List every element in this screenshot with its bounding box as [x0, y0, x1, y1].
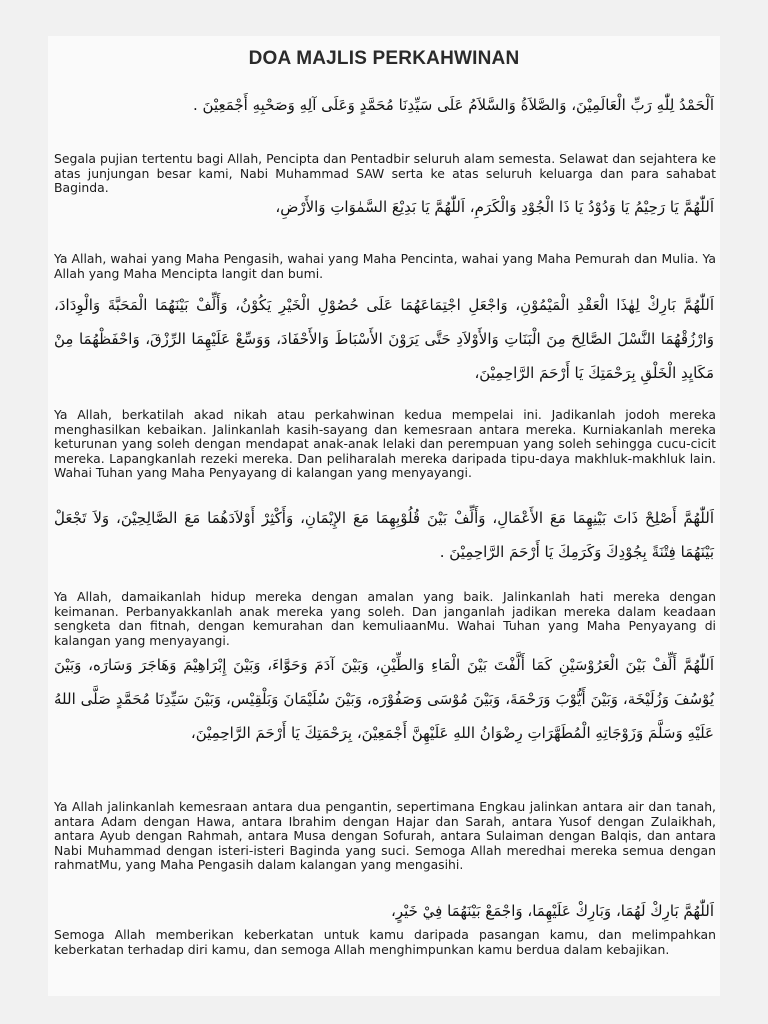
arabic-text-2: اَللّٰهُمَّ يَا رَحِيْمُ يَا وَدُوْدُ يَا ذَا الْجُوْدِ وَالْكَرَمِ، اَللّٰهُمَّ يَا بَدِيْعَ السَّمٰوَاتِ وَالأَرْضِ، [275, 198, 714, 216]
malay-text-6: Semoga Allah memberikan keberkatan untuk kamu daripada pasangan kamu, dan melimpahkan keberkatan terhadap diri kamu, dan semoga Allah menghimpunkan kamu berdua dalam kebajikan. [54, 927, 716, 957]
malay-text-4: Ya Allah, damaikanlah hidup mereka dengan amalan yang baik. Jalinkanlah hati mereka dengan keimanan. Perbanyakkanlah anak mereka yang soleh. Dan janganlah jadikan mereka dalam keadaan sengketa dan fitnah, dengan kemurahan dan kemuliaanMu. Wahai Tuhan yang Maha Penyayang di kalangan yang menyayangi. [54, 589, 716, 648]
arabic-text-3: اَللّٰهُمَّ بَارِكْ لِهٰذَا الْعَقْدِ الْمَيْمُوْنِ، وَاجْعَلِ اجْتِمَاعَهُمَا عَلَى حُصُوْلِ الْخَيْرِ يَكُوْنُ، وَأَلِّفْ بَيْنَهُمَا الْمَحَبَّةَ وَالْوِدَادَ، وَارْزُقْهُمَا النَّسْلَ الصَّالِحَ مِنَ الْبَنَاتِ وَالأَوْلاَدِ حَتَّى يَرَوْنَ الأَسْبَاطَ وَالأَحْفَادَ، وَوَسِّعْ عَلَيْهِمَا الرِّزْقَ، وَاحْفَظْهُمَا مِنْ مَكَايِدِ الْخَلْقِ بِرَحْمَتِكَ يَا أَرْحَمَ الرَّاحِمِيْنَ، [54, 296, 714, 382]
malay-text-5: Ya Allah jalinkanlah kemesraan antara dua pengantin, sepertimana Engkau jalinkan antara air dan tanah, antara Adam dengan Hawa, antara Ibrahim dengan Hajar dan Sarah, antara Yusof dengan Zulaikhah, antara Ayub dengan Rahmah, antara Musa dengan Sofurah, antara Sulaiman dengan Balqis, dan antara Nabi Muhammad dengan isteri-isteri Baginda yang suci. Semoga Allah meredhai mereka semua dengan rahmatMu, yang Maha Pengasih dalam kalangan yang mengasihi. [54, 799, 716, 873]
malay-text-2: Ya Allah, wahai yang Maha Pengasih, wahai yang Maha Pencinta, wahai yang Maha Pemurah dan Mulia. Ya Allah yang Maha Mencipta langit dan bumi. [54, 251, 716, 281]
arabic-text-4: اَللّٰهُمَّ أَصْلِحْ ذَاتَ بَيْنِهِمَا مَعَ الأَعْمَالِ، وَأَلِّفْ بَيْنَ قُلُوْبِهِمَا مَعَ الإِيْمَانِ، وَأَكْثِرْ أَوْلاَدَهُمَا مَعَ الصَّالِحِيْنَ، وَلاَ تَجْعَلْ بَيْنَهُمَا فِتْنَةً بِجُوْدِكَ وَكَرَمِكَ يَا أَرْحَمَ الرَّاحِمِيْنَ . [54, 509, 714, 561]
page-title: DOA MAJLIS PERKAHWINAN [248, 48, 520, 69]
arabic-text-1: اَلْحَمْدُ لِلّٰهِ رَبِّ الْعَالَمِيْنَ، وَالصَّلاَةُ وَالسَّلاَمُ عَلَى سَيِّدِنَا مُحَمَّدٍ وَعَلَى آلِهِ وَصَحْبِهِ أَجْمَعِيْنَ . [193, 96, 714, 114]
arabic-text-5: اَللّٰهُمَّ أَلِّفْ بَيْنَ الْعَرُوْسَيْنِ كَمَا أَلَّفْتَ بَيْنَ الْمَاءِ وَالطِّيْنِ، وَبَيْنَ آدَمَ وَحَوَّاءَ، وَبَيْنَ إِبْرَاهِيْمَ وَهَاجَرَ وَسَارَه، وَبَيْنَ يُوْسُفَ وَزُلَيْخَة، وَبَيْنَ أَيُّوْبَ وَرَحْمَةَ، وَبَيْنَ مُوْسَى وَصَفُوْرَه، وَبَيْنَ سُلَيْمَانَ وَبَلْقِيْس، وَبَيْنَ سَيِّدِنَا مُحَمَّدٍ صَلَّى اللهُ عَلَيْهِ وَسَلَّمَ وَزَوْجَاتِهِ الْمُطَهَّرَاتِ رِضْوَانُ اللهِ عَلَيْهِنَّ أَجْمَعِيْنَ، بِرَحْمَتِكَ يَا أَرْحَمَ الرَّاحِمِيْنَ، [54, 656, 714, 742]
document-page [48, 36, 720, 996]
arabic-text-6: اَللّٰهُمَّ بَارِكْ لَهُمَا، وَبَارِكْ عَلَيْهِمَا، وَاجْمَعْ بَيْنَهُمَا فِيْ خَيْرٍ، [390, 902, 714, 920]
malay-text-3: Ya Allah, berkatilah akad nikah atau perkahwinan kedua mempelai ini. Jadikanlah jodoh mereka menghasilkan kebaikan. Jalinkanlah kasih-sayang dan kemesraan antara mereka. Kurniakanlah mereka keturunan yang soleh dengan mendapat anak-anak lelaki dan perempuan yang soleh sehingga cucu-cicit mereka. Lapangkanlah rezeki mereka. Dan peliharalah mereka daripada tipu-daya makhluk-makhluk lain. Wahai Tuhan yang Maha Penyayang di kalangan yang menyayangi. [54, 407, 716, 481]
malay-text-1: Segala pujian tertentu bagi Allah, Pencipta dan Pentadbir seluruh alam semesta. Selawat dan sejahtera ke atas junjungan besar kami, Nabi Muhammad SAW serta ke atas seluruh keluarga dan para sahabat Baginda. [54, 151, 716, 196]
